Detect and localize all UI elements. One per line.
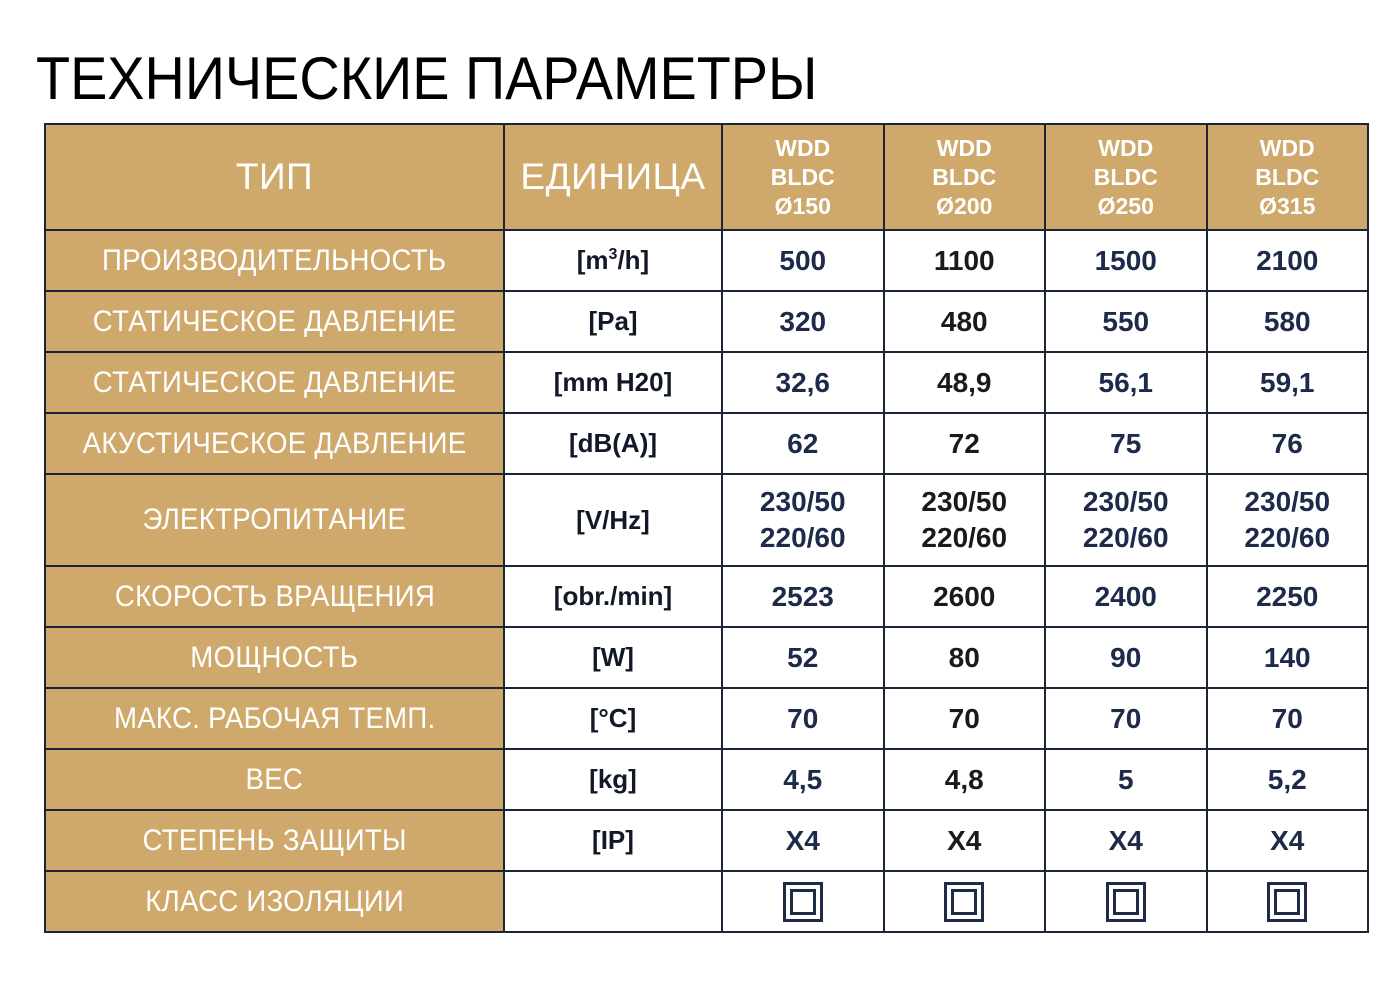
param-text: СТАТИЧЕСКОЕ ДАВЛЕНИЕ — [92, 304, 457, 338]
unit-label — [504, 871, 722, 932]
value-cell: 52 — [722, 627, 884, 688]
param-text: МАКС. РАБОЧАЯ ТЕМП. — [113, 701, 436, 735]
table-row-static-pressure-pa — [45, 291, 1368, 352]
unit-superscript: 3 — [608, 246, 618, 263]
model-series: WDD — [1259, 134, 1315, 161]
value-cell: 76 — [1207, 413, 1369, 474]
value-cell: 48,9 — [884, 352, 1046, 413]
model-motor: BLDC — [932, 163, 997, 190]
voltage-60hz: 220/60 — [921, 522, 1008, 553]
double-square-class-ii-icon — [783, 882, 823, 922]
param-text: КЛАСС ИЗОЛЯЦИИ — [145, 884, 404, 918]
value-cell: X4 — [1045, 810, 1207, 871]
value-cell: X4 — [1207, 810, 1369, 871]
param-label — [45, 230, 504, 291]
table-row-weight — [45, 749, 1368, 810]
unit-label: [dB(A)] — [504, 413, 722, 474]
param-label — [45, 352, 504, 413]
table-row-static-pressure-mmh2o — [45, 352, 1368, 413]
header-model-200 — [884, 124, 1046, 230]
table-header-row — [45, 124, 1368, 230]
header-unit: ЕДИНИЦА — [504, 124, 722, 230]
unit-label: [obr./min] — [504, 566, 722, 627]
value-cell: 1500 — [1045, 230, 1207, 291]
unit-suffix: /h] — [617, 245, 650, 275]
voltage-50hz: 230/50 — [759, 486, 846, 517]
unit-label: [W] — [504, 627, 722, 688]
param-text: ЭЛЕКТРОПИТАНИЕ — [142, 503, 407, 536]
param-label — [45, 291, 504, 352]
model-diameter: Ø150 — [774, 192, 831, 219]
table-row-rotation-speed — [45, 566, 1368, 627]
voltage-60hz: 220/60 — [759, 522, 846, 553]
value-cell: 500 — [722, 230, 884, 291]
value-cell: 2250 — [1207, 566, 1369, 627]
value-cell: X4 — [722, 810, 884, 871]
model-motor: BLDC — [1255, 163, 1320, 190]
value-cell: 2600 — [884, 566, 1046, 627]
param-label — [45, 627, 504, 688]
value-cell: 70 — [1207, 688, 1369, 749]
param-label — [45, 566, 504, 627]
value-cell: 80 — [884, 627, 1046, 688]
model-diameter: Ø315 — [1259, 192, 1316, 219]
model-series: WDD — [1098, 134, 1154, 161]
model-diameter: Ø250 — [1097, 192, 1154, 219]
value-cell — [1207, 474, 1369, 566]
page-title: ТЕХНИЧЕСКИЕ ПАРАМЕТРЫ — [36, 45, 818, 112]
voltage-50hz: 230/50 — [1244, 486, 1331, 517]
unit-label: [kg] — [504, 749, 722, 810]
param-label — [45, 474, 504, 566]
value-cell — [1207, 871, 1369, 932]
voltage-60hz: 220/60 — [1082, 522, 1169, 553]
value-cell: 70 — [884, 688, 1046, 749]
model-series: WDD — [936, 134, 992, 161]
unit-label: [°C] — [504, 688, 722, 749]
table-row-acoustic-pressure — [45, 413, 1368, 474]
value-cell: 75 — [1045, 413, 1207, 474]
value-cell — [884, 474, 1046, 566]
value-cell: 320 — [722, 291, 884, 352]
model-motor: BLDC — [1093, 163, 1158, 190]
header-model-150 — [722, 124, 884, 230]
unit-label: [mm H20] — [504, 352, 722, 413]
unit-label: [Pa] — [504, 291, 722, 352]
param-text: СТЕПЕНЬ ЗАЩИТЫ — [142, 823, 407, 857]
header-type: ТИП — [45, 124, 504, 230]
unit-prefix: [m — [576, 245, 609, 275]
voltage-50hz: 230/50 — [921, 486, 1008, 517]
unit-label: [IP] — [504, 810, 722, 871]
param-text: МОЩНОСТЬ — [190, 640, 359, 674]
param-text: ПРОИЗВОДИТЕЛЬНОСТЬ — [102, 243, 447, 277]
value-cell — [1045, 474, 1207, 566]
model-diameter: Ø200 — [936, 192, 993, 219]
voltage-50hz: 230/50 — [1082, 486, 1169, 517]
value-cell: 2400 — [1045, 566, 1207, 627]
model-motor: BLDC — [770, 163, 835, 190]
param-text: СКОРОСТЬ ВРАЩЕНИЯ — [114, 579, 435, 613]
table-row-protection — [45, 810, 1368, 871]
value-cell — [722, 871, 884, 932]
value-cell: 62 — [722, 413, 884, 474]
param-text: ВЕС — [245, 762, 304, 796]
unit-label — [504, 230, 722, 291]
value-cell: 59,1 — [1207, 352, 1369, 413]
unit-label: [V/Hz] — [504, 474, 722, 566]
value-cell — [884, 871, 1046, 932]
value-cell: 5 — [1045, 749, 1207, 810]
value-cell: 70 — [722, 688, 884, 749]
header-model-315 — [1207, 124, 1369, 230]
value-cell: 550 — [1045, 291, 1207, 352]
table-row-capacity — [45, 230, 1368, 291]
model-series: WDD — [775, 134, 831, 161]
value-cell: 5,2 — [1207, 749, 1369, 810]
value-cell: 90 — [1045, 627, 1207, 688]
param-label — [45, 749, 504, 810]
voltage-60hz: 220/60 — [1244, 522, 1331, 553]
table-row-power-supply — [45, 474, 1368, 566]
value-cell — [1045, 871, 1207, 932]
value-cell: 2523 — [722, 566, 884, 627]
table-row-power — [45, 627, 1368, 688]
param-text: СТАТИЧЕСКОЕ ДАВЛЕНИЕ — [92, 365, 457, 399]
technical-parameters-table — [44, 123, 1369, 933]
value-cell: 580 — [1207, 291, 1369, 352]
table-row-max-temp — [45, 688, 1368, 749]
value-cell — [722, 474, 884, 566]
value-cell: 480 — [884, 291, 1046, 352]
param-label — [45, 871, 504, 932]
table-row-insulation-class — [45, 871, 1368, 932]
value-cell: 4,8 — [884, 749, 1046, 810]
value-cell: 70 — [1045, 688, 1207, 749]
header-model-250 — [1045, 124, 1207, 230]
double-square-class-ii-icon — [944, 882, 984, 922]
param-label — [45, 413, 504, 474]
param-text: АКУСТИЧЕСКОЕ ДАВЛЕНИЕ — [82, 426, 467, 460]
param-label — [45, 810, 504, 871]
value-cell: 4,5 — [722, 749, 884, 810]
double-square-class-ii-icon — [1267, 882, 1307, 922]
value-cell: X4 — [884, 810, 1046, 871]
param-label — [45, 688, 504, 749]
value-cell: 140 — [1207, 627, 1369, 688]
value-cell: 72 — [884, 413, 1046, 474]
value-cell: 1100 — [884, 230, 1046, 291]
double-square-class-ii-icon — [1106, 882, 1146, 922]
value-cell: 56,1 — [1045, 352, 1207, 413]
value-cell: 2100 — [1207, 230, 1369, 291]
value-cell: 32,6 — [722, 352, 884, 413]
